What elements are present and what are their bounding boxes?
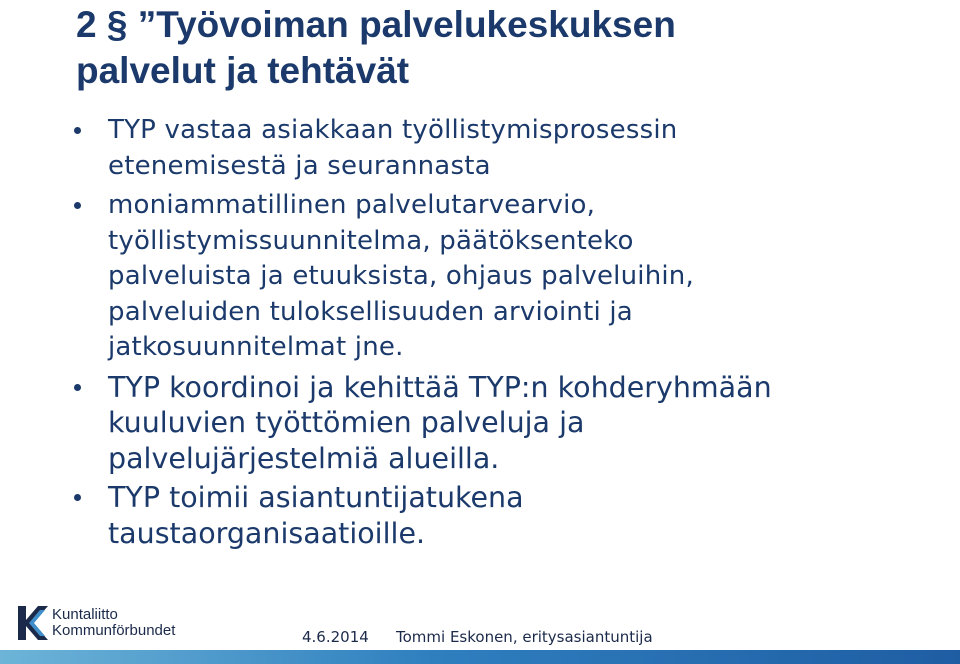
bullet-line: kuuluvien työttömien palveluja ja — [108, 406, 585, 439]
bullet-line: TYP koordinoi ja kehittää TYP:n kohderyhmään — [108, 370, 772, 404]
bullet-dot-icon — [74, 127, 81, 134]
slide-title — [76, 2, 936, 94]
logo-line-2: Kommunförbundet — [52, 622, 176, 639]
bottom-color-bar — [0, 650, 960, 664]
bullet-dot-icon — [74, 384, 81, 391]
bullet-line: palveluista ja etuuksista, ohjaus palveluihin, — [108, 261, 694, 291]
bullet-line: etenemisestä ja seurannasta — [108, 150, 491, 181]
bullet-line: taustaorganisaatioille. — [108, 516, 426, 550]
bullet-line: työllistymissuunnitelma, päätöksenteko — [108, 225, 634, 256]
bullet-line: moniammatillinen palvelutarvearvio, — [108, 190, 596, 220]
bullet-line: TYP toimii asiantuntijatukena — [108, 481, 524, 514]
bullet-dot-icon — [74, 202, 81, 209]
kuntaliitto-logo — [16, 604, 196, 644]
bullet-item — [74, 370, 934, 477]
bullet-item — [74, 113, 934, 184]
logo-line-1: Kuntaliitto — [52, 606, 118, 623]
slide-title-line-1: 2 § ”Työvoiman palvelukeskuksen — [76, 4, 676, 45]
bullet-dot-icon — [74, 494, 81, 501]
slide-title-line-2: palvelut ja tehtävät — [76, 50, 410, 91]
logo-text — [52, 607, 175, 639]
bullet-line: jatkosuunnitelmat jne. — [108, 332, 404, 362]
bullet-line: palvelujärjestelmiä alueilla. — [108, 441, 500, 475]
bullet-line: palveluiden tuloksellisuuden arviointi ja — [108, 296, 633, 327]
bullet-line: TYP vastaa asiakkaan työllistymisprosessin — [108, 115, 678, 145]
kuntaliitto-logo-icon — [16, 604, 50, 642]
footer-date: 4.6.2014 — [302, 628, 369, 646]
bullet-item — [74, 480, 934, 551]
footer-author: Tommi Eskonen, eritysasiantuntija — [396, 628, 653, 646]
bullet-item — [74, 188, 934, 366]
bullet-list — [74, 113, 934, 555]
